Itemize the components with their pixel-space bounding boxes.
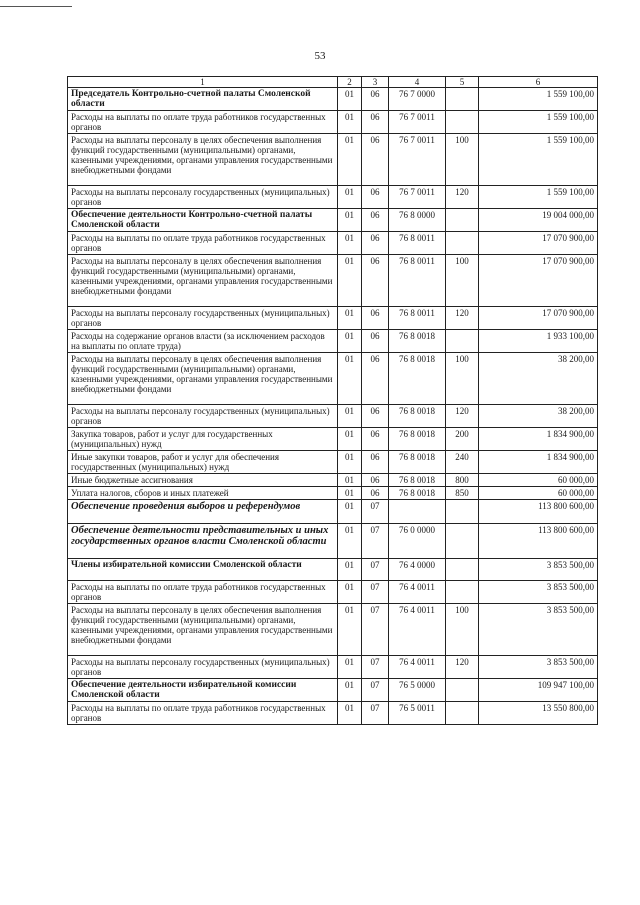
row-expense-type-cell: 850 — [446, 487, 479, 500]
row-target-code-cell: 76 5 0000 — [389, 679, 446, 702]
row-name-cell: Расходы на выплаты персоналу государственных (муниципальных) органов — [68, 656, 338, 679]
row-subsection-cell: 06 — [362, 428, 389, 451]
row-section-cell: 01 — [338, 209, 362, 232]
row-expense-type-cell: 800 — [446, 474, 479, 487]
header-col-3: 3 — [362, 77, 389, 88]
row-section-cell: 01 — [338, 559, 362, 581]
row-name-cell: Расходы на выплаты персоналу в целях обеспечения выполнения функций государственными (муниципальными) органами, казенными учреждениями, органами управления государственными внебюджетными фондами — [68, 134, 338, 186]
row-amount-cell: 3 853 500,00 — [479, 604, 598, 656]
table-row — [68, 451, 598, 474]
table-row — [68, 604, 598, 656]
table-row — [68, 679, 598, 702]
row-section-cell: 01 — [338, 500, 362, 524]
row-section-cell: 01 — [338, 581, 362, 604]
header-col-2: 2 — [338, 77, 362, 88]
row-target-code-cell: 76 8 0011 — [389, 255, 446, 307]
row-expense-type-cell: 100 — [446, 134, 479, 186]
row-name-cell: Члены избирательной комиссии Смоленской области — [68, 559, 338, 581]
row-name-cell: Уплата налогов, сборов и иных платежей — [68, 487, 338, 500]
row-target-code-cell: 76 7 0011 — [389, 111, 446, 134]
table-row — [68, 186, 598, 209]
row-subsection-cell: 07 — [362, 702, 389, 725]
row-section-cell: 01 — [338, 679, 362, 702]
row-expense-type-cell — [446, 232, 479, 255]
row-amount-cell: 17 070 900,00 — [479, 232, 598, 255]
row-subsection-cell: 07 — [362, 524, 389, 559]
row-expense-type-cell — [446, 581, 479, 604]
row-amount-cell: 1 834 900,00 — [479, 451, 598, 474]
row-section-cell: 01 — [338, 111, 362, 134]
row-target-code-cell: 76 5 0011 — [389, 702, 446, 725]
row-section-cell: 01 — [338, 451, 362, 474]
row-amount-cell: 60 000,00 — [479, 487, 598, 500]
row-target-code-cell: 76 8 0018 — [389, 405, 446, 428]
row-name-cell: Расходы на выплаты по оплате труда работников государственных органов — [68, 581, 338, 604]
row-target-code-cell: 76 4 0011 — [389, 656, 446, 679]
row-expense-type-cell: 100 — [446, 255, 479, 307]
row-subsection-cell: 06 — [362, 186, 389, 209]
row-amount-cell: 3 853 500,00 — [479, 656, 598, 679]
table-row — [68, 581, 598, 604]
row-subsection-cell: 06 — [362, 330, 389, 353]
row-amount-cell: 1 559 100,00 — [479, 111, 598, 134]
row-section-cell: 01 — [338, 330, 362, 353]
row-subsection-cell: 07 — [362, 559, 389, 581]
row-section-cell: 01 — [338, 232, 362, 255]
row-expense-type-cell — [446, 702, 479, 725]
row-expense-type-cell — [446, 330, 479, 353]
row-amount-cell: 1 933 100,00 — [479, 330, 598, 353]
table-row — [68, 405, 598, 428]
row-expense-type-cell — [446, 524, 479, 559]
table-row — [68, 134, 598, 186]
row-section-cell: 01 — [338, 474, 362, 487]
row-target-code-cell: 76 8 0011 — [389, 232, 446, 255]
row-name-cell: Иные бюджетные ассигнования — [68, 474, 338, 487]
row-expense-type-cell: 120 — [446, 405, 479, 428]
row-name-cell: Обеспечение деятельности представительных и иных государственных органов власти Смоленской области — [68, 524, 338, 559]
row-target-code-cell: 76 4 0000 — [389, 559, 446, 581]
row-section-cell: 01 — [338, 487, 362, 500]
row-target-code-cell: 76 8 0018 — [389, 428, 446, 451]
row-name-cell: Обеспечение деятельности Контрольно-счетной палаты Смоленской области — [68, 209, 338, 232]
row-section-cell: 01 — [338, 428, 362, 451]
row-expense-type-cell: 120 — [446, 186, 479, 209]
row-expense-type-cell — [446, 679, 479, 702]
page-number: 53 — [314, 50, 326, 62]
header-col-1: 1 — [68, 77, 338, 88]
row-name-cell: Расходы на содержание органов власти (за исключением расходов на выплаты по оплате труда) — [68, 330, 338, 353]
table-row — [68, 255, 598, 307]
row-name-cell: Закупка товаров, работ и услуг для государственных (муниципальных) нужд — [68, 428, 338, 451]
table-header-row — [68, 77, 598, 88]
row-amount-cell: 3 853 500,00 — [479, 559, 598, 581]
row-amount-cell: 3 853 500,00 — [479, 581, 598, 604]
row-section-cell: 01 — [338, 405, 362, 428]
row-subsection-cell: 06 — [362, 353, 389, 405]
row-amount-cell: 113 800 600,00 — [479, 524, 598, 559]
row-subsection-cell: 06 — [362, 307, 389, 330]
row-section-cell: 01 — [338, 88, 362, 111]
row-target-code-cell: 76 4 0011 — [389, 604, 446, 656]
row-name-cell: Расходы на выплаты по оплате труда работников государственных органов — [68, 702, 338, 725]
row-target-code-cell: 76 8 0018 — [389, 353, 446, 405]
row-target-code-cell: 76 7 0011 — [389, 134, 446, 186]
row-subsection-cell: 06 — [362, 88, 389, 111]
row-expense-type-cell — [446, 111, 479, 134]
row-expense-type-cell: 120 — [446, 307, 479, 330]
row-target-code-cell — [389, 500, 446, 524]
row-section-cell: 01 — [338, 604, 362, 656]
table-row — [68, 656, 598, 679]
row-section-cell: 01 — [338, 255, 362, 307]
table-row — [68, 307, 598, 330]
table-row — [68, 111, 598, 134]
row-amount-cell: 19 004 000,00 — [479, 209, 598, 232]
row-expense-type-cell: 240 — [446, 451, 479, 474]
row-subsection-cell: 06 — [362, 255, 389, 307]
table-row — [68, 524, 598, 559]
row-subsection-cell: 07 — [362, 604, 389, 656]
table-row — [68, 474, 598, 487]
table-row — [68, 487, 598, 500]
row-amount-cell: 113 800 600,00 — [479, 500, 598, 524]
row-target-code-cell: 76 8 0011 — [389, 307, 446, 330]
row-section-cell: 01 — [338, 524, 362, 559]
row-target-code-cell: 76 4 0011 — [389, 581, 446, 604]
row-amount-cell: 38 200,00 — [479, 405, 598, 428]
row-amount-cell: 1 559 100,00 — [479, 88, 598, 111]
table-row — [68, 702, 598, 725]
row-amount-cell: 17 070 900,00 — [479, 307, 598, 330]
row-section-cell: 01 — [338, 702, 362, 725]
row-target-code-cell: 76 8 0018 — [389, 451, 446, 474]
row-expense-type-cell: 100 — [446, 353, 479, 405]
row-amount-cell: 13 550 800,00 — [479, 702, 598, 725]
row-target-code-cell: 76 7 0011 — [389, 186, 446, 209]
row-expense-type-cell — [446, 209, 479, 232]
row-subsection-cell: 07 — [362, 656, 389, 679]
row-subsection-cell: 06 — [362, 474, 389, 487]
row-expense-type-cell: 120 — [446, 656, 479, 679]
row-subsection-cell: 06 — [362, 405, 389, 428]
header-col-6: 6 — [479, 77, 598, 88]
row-target-code-cell: 76 8 0000 — [389, 209, 446, 232]
table-row — [68, 88, 598, 111]
scan-artifact-line — [0, 6, 72, 7]
row-expense-type-cell — [446, 559, 479, 581]
row-name-cell: Расходы на выплаты по оплате труда работников государственных органов — [68, 232, 338, 255]
table-row — [68, 500, 598, 524]
row-amount-cell: 17 070 900,00 — [479, 255, 598, 307]
row-name-cell: Расходы на выплаты персоналу в целях обеспечения выполнения функций государственными (муниципальными) органами, казенными учреждениями, органами управления государственными внебюджетными фондами — [68, 353, 338, 405]
table-row — [68, 559, 598, 581]
table-row — [68, 232, 598, 255]
row-name-cell: Обеспечение деятельности избирательной комиссии Смоленской области — [68, 679, 338, 702]
row-target-code-cell: 76 0 0000 — [389, 524, 446, 559]
row-amount-cell: 1 559 100,00 — [479, 186, 598, 209]
row-target-code-cell: 76 8 0018 — [389, 474, 446, 487]
row-amount-cell: 60 000,00 — [479, 474, 598, 487]
table-row — [68, 353, 598, 405]
table-row — [68, 428, 598, 451]
row-amount-cell: 109 947 100,00 — [479, 679, 598, 702]
row-target-code-cell: 76 7 0000 — [389, 88, 446, 111]
row-subsection-cell: 06 — [362, 451, 389, 474]
row-name-cell: Обеспечение проведения выборов и референдумов — [68, 500, 338, 524]
row-name-cell: Расходы на выплаты персоналу государственных (муниципальных) органов — [68, 186, 338, 209]
row-expense-type-cell — [446, 500, 479, 524]
row-amount-cell: 1 559 100,00 — [479, 134, 598, 186]
header-col-4: 4 — [389, 77, 446, 88]
row-expense-type-cell — [446, 88, 479, 111]
table-row — [68, 330, 598, 353]
row-subsection-cell: 07 — [362, 679, 389, 702]
row-name-cell: Расходы на выплаты персоналу в целях обеспечения выполнения функций государственными (муниципальными) органами, казенными учреждениями, органами управления государственными внебюджетными фондами — [68, 255, 338, 307]
row-name-cell: Председатель Контрольно-счетной палаты Смоленской области — [68, 88, 338, 111]
row-subsection-cell: 06 — [362, 232, 389, 255]
row-amount-cell: 38 200,00 — [479, 353, 598, 405]
header-col-5: 5 — [446, 77, 479, 88]
table-body — [68, 88, 598, 725]
row-subsection-cell: 07 — [362, 581, 389, 604]
row-section-cell: 01 — [338, 353, 362, 405]
row-name-cell: Иные закупки товаров, работ и услуг для обеспечения государственных (муниципальных) нужд — [68, 451, 338, 474]
row-name-cell: Расходы на выплаты персоналу государственных (муниципальных) органов — [68, 405, 338, 428]
row-subsection-cell: 06 — [362, 487, 389, 500]
row-expense-type-cell: 100 — [446, 604, 479, 656]
row-name-cell: Расходы на выплаты по оплате труда работников государственных органов — [68, 111, 338, 134]
table-row — [68, 209, 598, 232]
row-section-cell: 01 — [338, 134, 362, 186]
row-subsection-cell: 07 — [362, 500, 389, 524]
row-section-cell: 01 — [338, 186, 362, 209]
row-target-code-cell: 76 8 0018 — [389, 487, 446, 500]
row-name-cell: Расходы на выплаты персоналу государственных (муниципальных) органов — [68, 307, 338, 330]
budget-table — [67, 76, 598, 725]
row-name-cell: Расходы на выплаты персоналу в целях обеспечения выполнения функций государственными (муниципальными) органами, казенными учреждениями, органами управления государственными внебюджетными фондами — [68, 604, 338, 656]
row-target-code-cell: 76 8 0018 — [389, 330, 446, 353]
row-expense-type-cell: 200 — [446, 428, 479, 451]
row-subsection-cell: 06 — [362, 134, 389, 186]
row-subsection-cell: 06 — [362, 111, 389, 134]
row-section-cell: 01 — [338, 307, 362, 330]
row-amount-cell: 1 834 900,00 — [479, 428, 598, 451]
row-section-cell: 01 — [338, 656, 362, 679]
row-subsection-cell: 06 — [362, 209, 389, 232]
